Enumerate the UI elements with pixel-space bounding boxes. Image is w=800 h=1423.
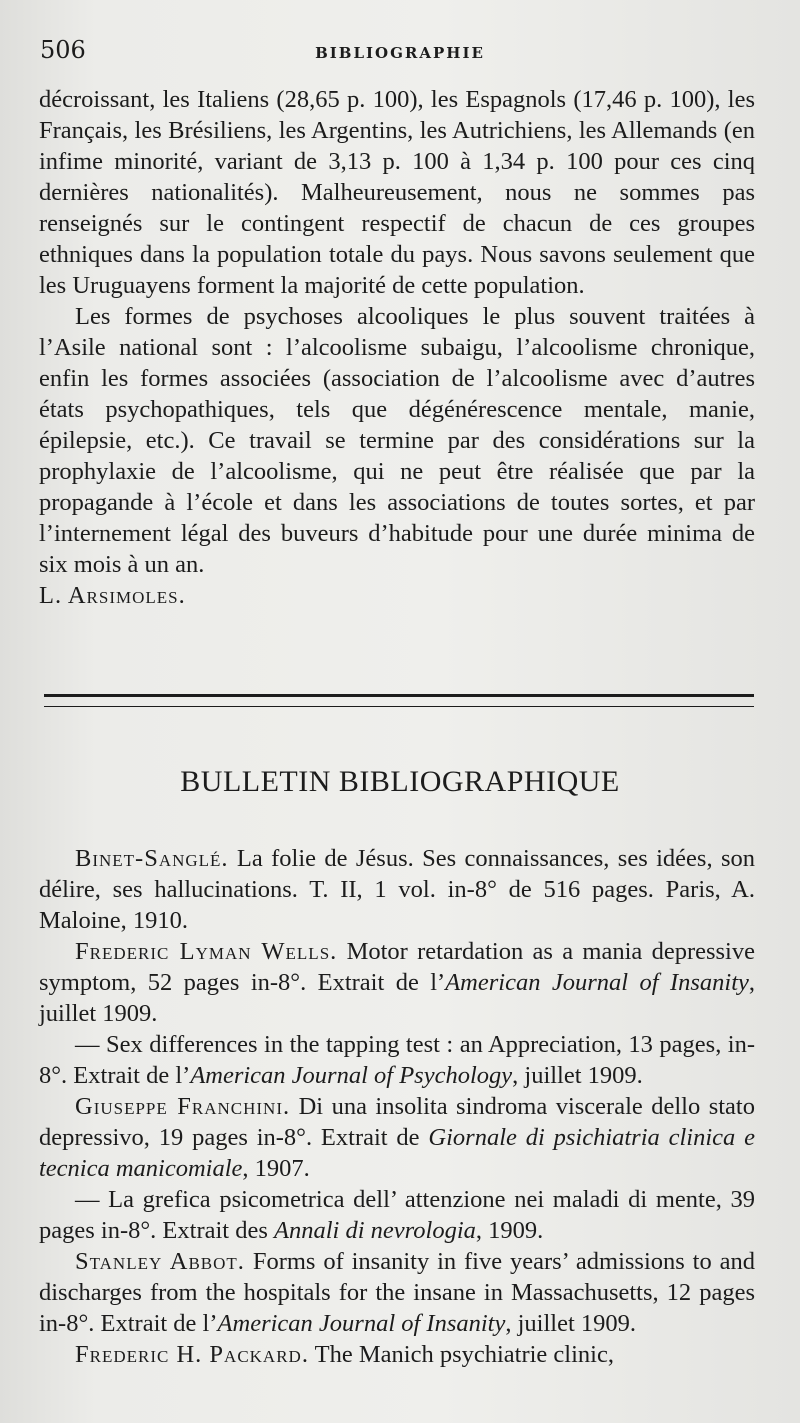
review-paragraph-1: décroissant, les Italiens (28,65 p. 100), les Espagnols (17,46 p. 100), les Français, les Brésiliens, les Argentins, les Autrichiens, les Allemands (en infime minorité, variant de 3,13 p. 100 à 1,34 p. 100 pour ces cinq dernières nationalités). Malheureusement, nous ne sommes pas renseignés sur le contingent respectif de chacun de ces groupes ethniques dans la population totale du pays. Nous savons seulement que les Uruguayens forment la majorité de cette population. <box>39 86 755 299</box>
bib-entry <box>39 936 755 1029</box>
running-title: BIBLIOGRAPHIE <box>315 44 485 62</box>
bib-journal: American Journal of Insanity <box>217 1310 506 1337</box>
bib-text: — La grefica psicometrica dell’ attenzione nei maladi di mente, 39 pages in-8°. Extrait des <box>39 1186 755 1244</box>
bib-author: Binet-Sanglé. <box>75 845 229 872</box>
bib-journal: Giornale di psichiatria clinica e tecnica manicomiale <box>39 1124 755 1182</box>
bib-entry <box>39 843 755 936</box>
review-paragraph-2: Les formes de psychoses alcooliques le plus souvent traitées à l’Asile national sont : l’alcoolisme subaigu, l’alcoolisme chronique, enfin les formes associées (association de l’alcoolisme avec d’autres états psychopathiques, tels que dégénérescence mentale, manie, épilepsie, etc.). Ce travail se termine par des considérations sur la prophylaxie de l’alcoolisme, qui ne peut être réalisée que par la propagande à l’école et dans les associations de toutes sortes, et par l’internement légal des buveurs d’habitude pour une durée minima de six mois à un an. <box>39 303 755 578</box>
bib-text: — Sex differences in the tapping test : an Appreciation, 13 pages, in-8°. Extrait de l’ <box>39 1031 755 1089</box>
bulletin-title: BULLETIN BIBLIOGRAPHIQUE <box>180 765 620 798</box>
bib-text-end: , juillet 1909. <box>39 969 755 1027</box>
bib-entry <box>39 1246 755 1339</box>
bibliography-list <box>39 843 755 1370</box>
bib-text: La folie de Jésus. Ses connaissances, ses idées, son délire, ses hallucinations. T. II, 1 vol. in-8° de 516 pages. Paris, A. Maloine, 1910. <box>39 845 755 934</box>
bib-text: Forms of insanity in five years’ admissions to and discharges from the hospitals for the insane in Massachusetts, 12 pages in-8°. Extrait de l’ <box>39 1248 755 1337</box>
bib-journal: American Journal of Insanity <box>445 969 749 996</box>
review-signature: L. Arsimoles. <box>39 582 186 609</box>
bib-author: Stanley Abbot. <box>75 1248 245 1275</box>
section-divider-thick <box>44 694 754 697</box>
page-header <box>40 36 760 72</box>
bib-entry <box>39 1091 755 1184</box>
bib-journal: American Journal of Psychology <box>190 1062 513 1089</box>
bib-text-end: , 1907. <box>242 1155 310 1182</box>
bib-entry <box>39 1184 755 1246</box>
bib-text: Motor retardation as a mania depressive symptom, 52 pages in-8°. Extrait de l’ <box>39 938 755 996</box>
bib-author: Frederic H. Packard. <box>75 1341 309 1368</box>
page-number: 506 <box>40 36 86 64</box>
bib-entry <box>39 1339 755 1370</box>
bib-journal: Annali di nevrologia <box>274 1217 476 1244</box>
bib-text: The Manich psychiatrie clinic, <box>308 1341 614 1368</box>
review-body <box>39 84 755 611</box>
bib-author: Giuseppe Franchini. <box>75 1093 291 1120</box>
bib-author: Frederic Lyman Wells. <box>75 938 338 965</box>
bib-text-end: , juillet 1909. <box>512 1062 643 1089</box>
bib-text: Di una insolita sindroma viscerale dello stato depressivo, 19 pages in-8°. Extrait de <box>39 1093 755 1151</box>
bib-text-end: , juillet 1909. <box>505 1310 637 1337</box>
section-divider-thin <box>44 706 754 707</box>
bib-text-end: , 1909. <box>475 1217 544 1244</box>
bib-entry <box>39 1029 755 1091</box>
